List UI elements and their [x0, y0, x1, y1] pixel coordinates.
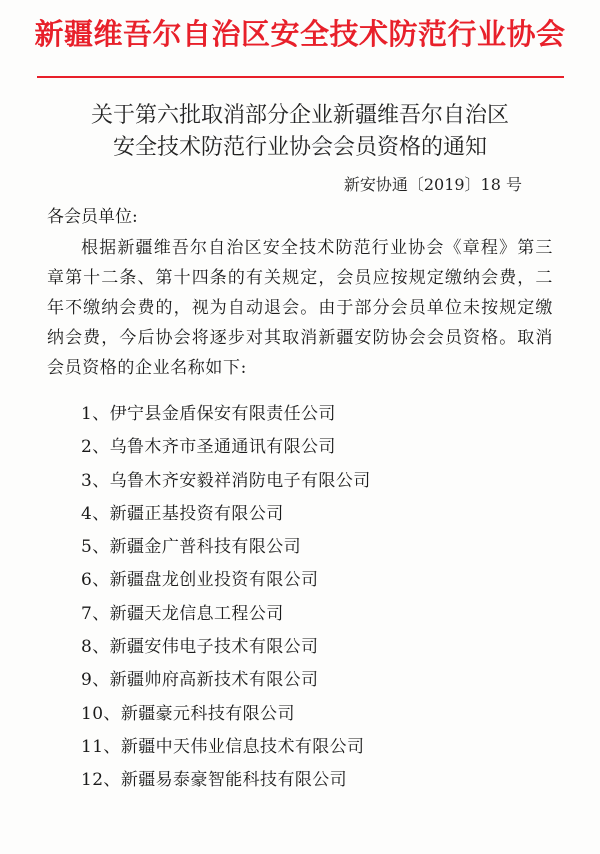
list-item-number: 2、 [81, 437, 110, 458]
company-name: 伊宁县金盾保安有限责任公司 [109, 404, 336, 424]
list-item-number: 3、 [81, 470, 110, 491]
company-name: 新疆正基投资有限公司 [109, 503, 284, 524]
list-item [81, 698, 371, 731]
company-list [81, 398, 371, 798]
list-item [81, 764, 371, 797]
list-item-number: 4、 [81, 503, 110, 524]
company-name: 新疆天龙信息工程公司 [109, 603, 284, 624]
company-name: 新疆安伟电子技术有限公司 [109, 637, 319, 658]
notice-title-line-2: 安全技术防范行业协会会员资格的通知 [112, 135, 487, 160]
list-item [81, 664, 371, 697]
list-item [81, 431, 371, 464]
list-item [81, 564, 371, 597]
company-name: 新疆易泰豪智能科技有限公司 [120, 770, 348, 791]
body-paragraph: 根据新疆维吾尔自治区安全技术防范行业协会《章程》第三章第十二条、第十四条的有关规定，会员应按规定缴纳会费，二年不缴纳会费的，视为自动退会。由于部分会员单位未按规定缴纳会费，今后协会将逐步对其取消新疆安防协会会员资格。取消会员资格的企业名称如下: [47, 238, 553, 378]
list-item [81, 731, 371, 764]
list-item-number: 7、 [81, 603, 110, 624]
notice-title-line-1: 关于第六批取消部分企业新疆维吾尔自治区 [90, 103, 509, 128]
company-name: 乌鲁木齐市圣通通讯有限公司 [109, 437, 336, 458]
list-item-number: 8、 [81, 637, 110, 658]
company-name: 新疆金广普科技有限公司 [109, 537, 302, 558]
list-item-number: 10、 [81, 703, 121, 724]
list-item-number: 12、 [81, 770, 121, 791]
company-name: 新疆帅府高新技术有限公司 [109, 670, 319, 691]
list-item-number: 9、 [81, 670, 110, 691]
list-item [81, 598, 371, 631]
salutation: 各会员单位: [47, 207, 138, 227]
letterhead-title: 新疆维吾尔自治区安全技术防范行业协会 [34, 17, 566, 51]
list-item [81, 531, 371, 564]
list-item-number: 6、 [81, 570, 110, 591]
list-item [81, 398, 371, 431]
list-item [81, 498, 371, 531]
list-item-number: 1、 [81, 404, 110, 424]
list-item [81, 465, 371, 498]
company-name: 新疆豪元科技有限公司 [120, 703, 295, 724]
list-item-number: 5、 [81, 537, 110, 558]
list-item [81, 631, 371, 664]
list-item-number: 11、 [81, 736, 121, 757]
document-number: 新安协通〔2019〕18 号 [343, 175, 522, 194]
company-name: 新疆中天伟业信息技术有限公司 [120, 736, 365, 757]
company-name: 新疆盘龙创业投资有限公司 [109, 570, 319, 591]
letterhead-red-rule [37, 76, 564, 78]
company-name: 乌鲁木齐安毅祥消防电子有限公司 [109, 470, 371, 491]
